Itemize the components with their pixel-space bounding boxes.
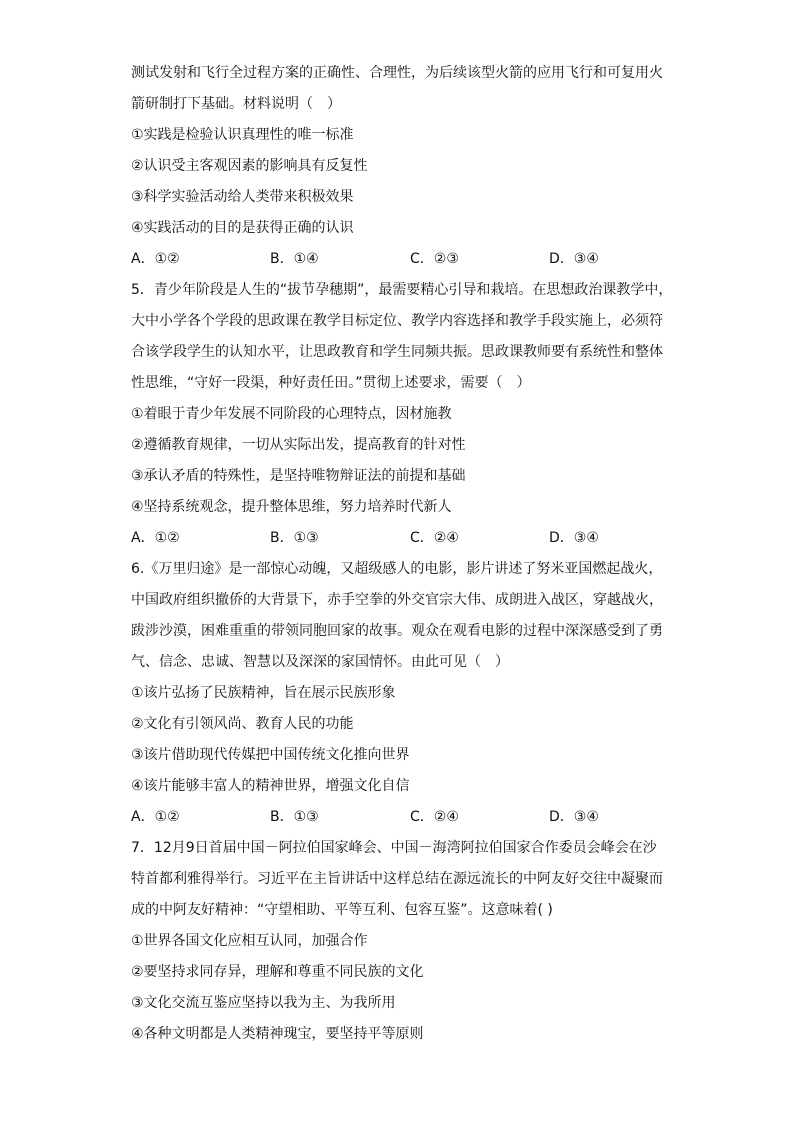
answer-options bbox=[131, 523, 671, 554]
question-4 bbox=[131, 58, 671, 275]
question-stem-line: 6.《万里归途》是一部惊心动魄，又超级感人的电影，影片讲述了努米亚国燃起战火， bbox=[131, 561, 663, 577]
statement-item: ①着眼于青少年发展不同阶段的心理特点，因材施教 bbox=[131, 406, 452, 422]
question-stem-line: 跋涉沙漠，困难重重的带领同胞回家的故事。观众在观看电影的过程中深深感受到了勇 bbox=[131, 623, 663, 639]
question-6 bbox=[131, 554, 671, 833]
option-c: C．②④ bbox=[410, 809, 459, 825]
statement-item: ④该片能够丰富人的精神世界，增强文化自信 bbox=[131, 778, 410, 794]
option-a: A．①② bbox=[131, 251, 180, 267]
question-stem-line: 成的中阿友好精神：“守望相助、平等互利、包容互鉴”。这意味着( ) bbox=[131, 902, 553, 918]
option-d: D．③④ bbox=[549, 530, 599, 546]
option-b: B．①③ bbox=[270, 530, 319, 546]
question-stem-line: 气、信念、忠诚、智慧以及深深的家国情怀。由此可见（ ） bbox=[131, 654, 509, 670]
question-stem-line: 测试发射和飞行全过程方案的正确性、合理性，为后续该型火箭的应用飞行和可复用火 bbox=[131, 65, 663, 81]
question-stem-line: 7．12月9日首届中国－阿拉伯国家峰会、中国－海湾阿拉伯国家合作委员会峰会在沙 bbox=[131, 840, 657, 856]
question-stem-line: 大中小学各个学段的思政课在教学目标定位、教学内容选择和教学手段实施上，必须符 bbox=[131, 313, 663, 329]
statement-item: ③该片借助现代传媒把中国传统文化推向世界 bbox=[131, 747, 410, 763]
statement-item: ②要坚持求同存异，理解和尊重不同民族的文化 bbox=[131, 964, 424, 980]
statement-item: ④坚持系统观念，提升整体思维，努力培养时代新人 bbox=[131, 499, 452, 515]
question-stem-line: 性思维，“守好一段渠，种好责任田。”贯彻上述要求，需要（ ） bbox=[131, 375, 531, 391]
statement-item: ②认识受主客观因素的影响具有反复性 bbox=[131, 158, 368, 174]
exam-page bbox=[131, 58, 671, 1050]
statement-item: ③承认矛盾的特殊性，是坚持唯物辩证法的前提和基础 bbox=[131, 468, 466, 484]
statement-item: ③科学实验活动给人类带来积极效果 bbox=[131, 189, 354, 205]
statement-item: ①该片弘扬了民族精神，旨在展示民族形象 bbox=[131, 685, 396, 701]
statement-item: ④各种文明都是人类精神瑰宝，要坚持平等原则 bbox=[131, 1026, 424, 1042]
question-stem-line: 特首都利雅得举行。习近平在主旨讲话中这样总结在源远流长的中阿友好交往中凝聚而 bbox=[131, 871, 663, 887]
option-b: B．①④ bbox=[270, 251, 319, 267]
question-stem-line: 中国政府组织撤侨的大背景下，赤手空拳的外交官宗大伟、成朗进入战区，穿越战火， bbox=[131, 592, 663, 608]
option-b: B．①③ bbox=[270, 809, 319, 825]
statement-item: ③文化交流互鉴应坚持以我为主、为我所用 bbox=[131, 995, 396, 1011]
question-5 bbox=[131, 275, 671, 554]
statement-item: ①实践是检验认识真理性的唯一标准 bbox=[131, 127, 354, 143]
option-a: A．①② bbox=[131, 809, 180, 825]
option-a: A．①② bbox=[131, 530, 180, 546]
statement-item: ④实践活动的目的是获得正确的认识 bbox=[131, 220, 354, 236]
question-stem-line: 5．青少年阶段是人生的“拔节孕穗期”，最需要精心引导和栽培。在思想政治课教学中， bbox=[131, 282, 673, 298]
option-d: D．③④ bbox=[549, 809, 599, 825]
option-c: C．②④ bbox=[410, 530, 459, 546]
answer-options bbox=[131, 244, 671, 275]
question-stem-line: 箭研制打下基础。材料说明（ ） bbox=[131, 96, 341, 112]
answer-options bbox=[131, 802, 671, 833]
statement-item: ②遵循教育规律，一切从实际出发，提高教育的针对性 bbox=[131, 437, 466, 453]
option-c: C．②③ bbox=[410, 251, 459, 267]
option-d: D．③④ bbox=[549, 251, 599, 267]
statement-item: ①世界各国文化应相互认同，加强合作 bbox=[131, 933, 368, 949]
question-7 bbox=[131, 833, 671, 1050]
question-stem-line: 合该学段学生的认知水平，让思政教育和学生同频共振。思政课教师要有系统性和整体 bbox=[131, 344, 663, 360]
statement-item: ②文化有引领风尚、教育人民的功能 bbox=[131, 716, 354, 732]
